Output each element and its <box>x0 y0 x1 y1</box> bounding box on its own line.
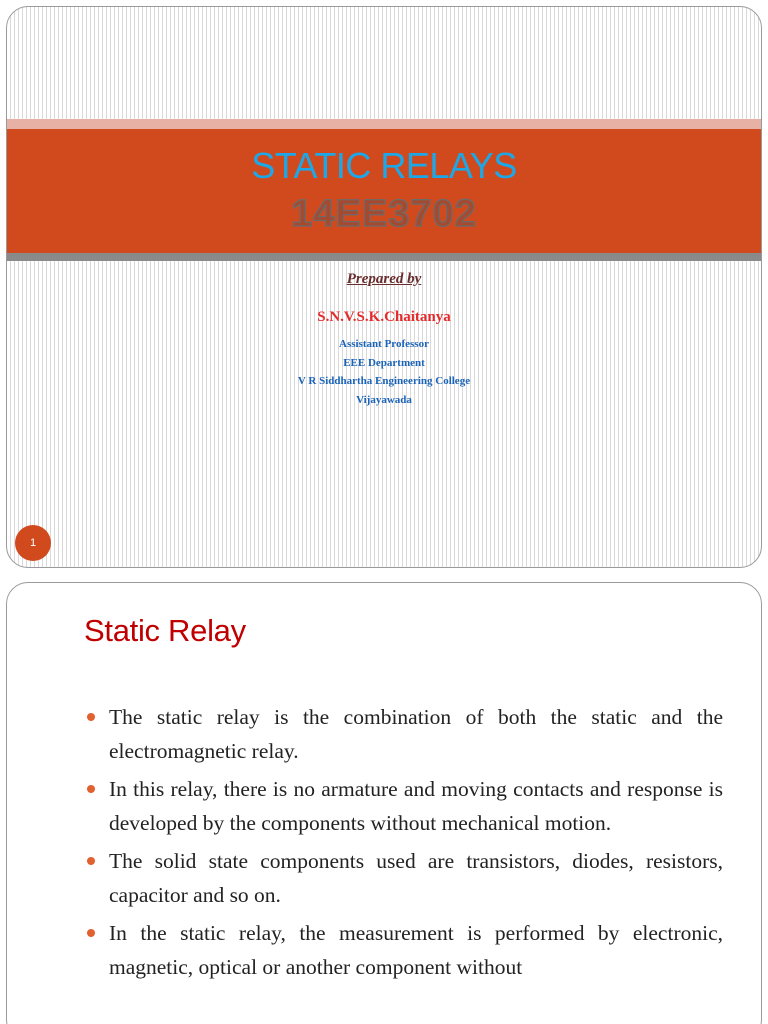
author-city: Vijayawada <box>356 394 412 406</box>
accent-band-bottom <box>7 253 761 261</box>
bullet-text: In the static relay, the measurement is performed by electronic, magnetic, optical or another component without <box>109 921 723 979</box>
list-item <box>87 773 723 840</box>
list-item <box>87 701 723 768</box>
content-slide <box>6 582 762 1024</box>
prepared-by-label: Prepared by <box>346 271 422 287</box>
list-item <box>87 917 723 984</box>
title-slide <box>6 6 762 568</box>
accent-band-top <box>7 119 761 129</box>
bullet-list <box>87 701 723 989</box>
author-designation: Assistant Professor <box>339 338 429 350</box>
bullet-text: The solid state components used are transistors, diodes, resistors, capacitor and so on. <box>109 849 723 907</box>
bullet-icon <box>87 929 95 937</box>
bullet-icon <box>87 785 95 793</box>
slide-heading: Static Relay <box>84 613 246 648</box>
bullet-icon <box>87 857 95 865</box>
author-department: EEE Department <box>343 357 425 369</box>
page-number-badge: 1 <box>15 525 51 561</box>
author-college: V R Siddhartha Engineering College <box>297 375 471 387</box>
bullet-text: In this relay, there is no armature and moving contacts and response is developed by the components without mechanical motion. <box>109 777 723 835</box>
bullet-text: The static relay is the combination of both the static and the electromagnetic relay. <box>109 705 723 763</box>
list-item <box>87 845 723 912</box>
author-name: S.N.V.S.K.Chaitanya <box>317 309 451 325</box>
bullet-icon <box>87 713 95 721</box>
slide-title: STATIC RELAYS <box>251 145 517 186</box>
course-code: 14EE3702 <box>291 193 477 235</box>
